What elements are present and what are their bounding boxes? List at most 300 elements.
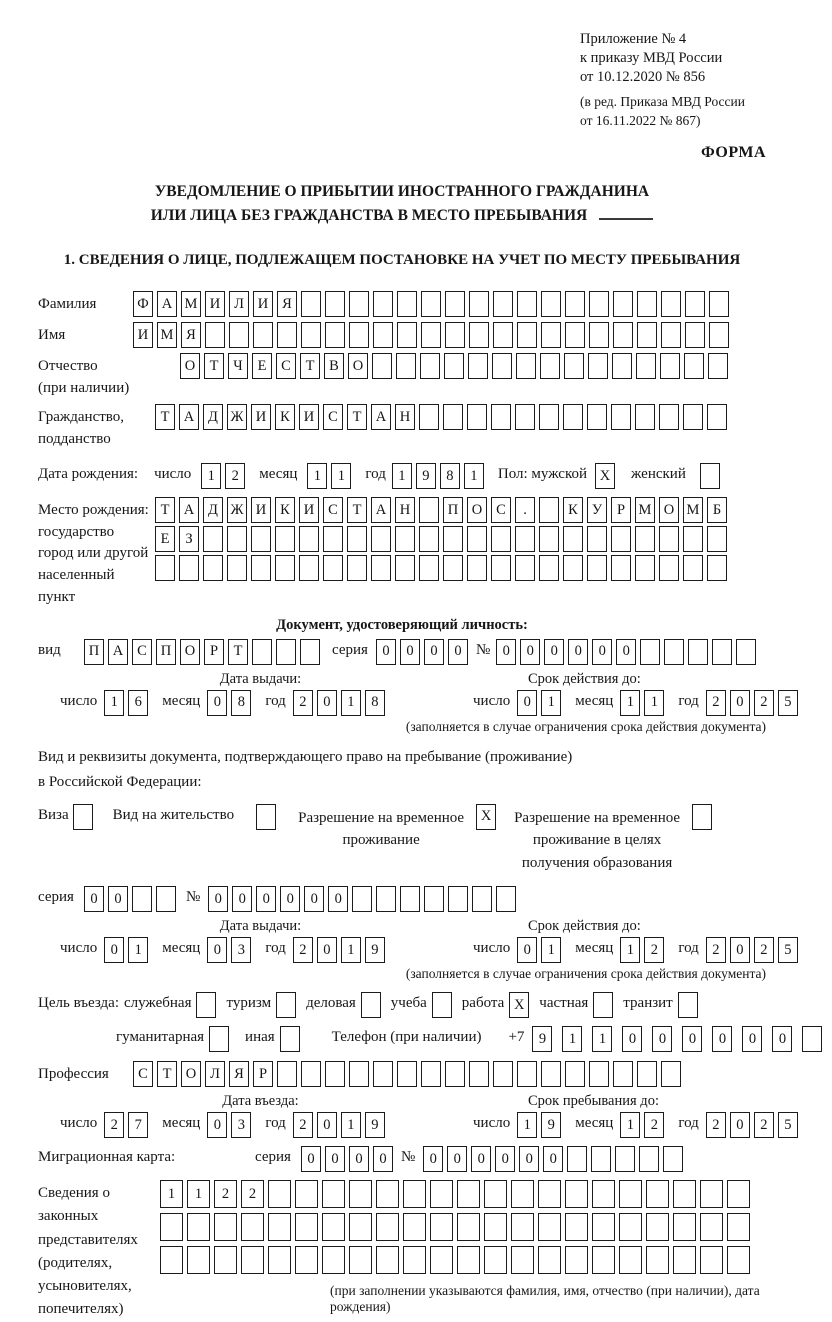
char-box[interactable]: [373, 291, 393, 317]
char-box[interactable]: [251, 526, 271, 552]
char-box[interactable]: 7: [128, 1112, 148, 1138]
char-box[interactable]: 0: [496, 639, 516, 665]
char-box[interactable]: Т: [155, 404, 175, 430]
char-box[interactable]: О: [181, 1061, 201, 1087]
char-box[interactable]: [492, 353, 512, 379]
char-box[interactable]: 2: [754, 937, 774, 963]
char-box[interactable]: 5: [778, 937, 798, 963]
char-box[interactable]: [802, 1026, 822, 1052]
char-box[interactable]: [214, 1213, 237, 1241]
char-box[interactable]: 9: [416, 463, 436, 489]
temp-residence-edu-checkbox[interactable]: [692, 804, 712, 830]
char-box[interactable]: [517, 322, 537, 348]
char-box[interactable]: [323, 555, 343, 581]
char-box[interactable]: 0: [520, 639, 540, 665]
char-box[interactable]: [683, 555, 703, 581]
char-box[interactable]: 0: [325, 1146, 345, 1172]
char-box[interactable]: [592, 1180, 615, 1208]
char-box[interactable]: [155, 555, 175, 581]
purpose-transit-checkbox[interactable]: [678, 992, 698, 1018]
char-box[interactable]: 0: [616, 639, 636, 665]
char-box[interactable]: [214, 1246, 237, 1274]
char-box[interactable]: Д: [203, 497, 223, 523]
char-box[interactable]: 0: [207, 690, 227, 716]
char-box[interactable]: А: [371, 404, 391, 430]
char-box[interactable]: [493, 1061, 513, 1087]
char-box[interactable]: [646, 1213, 669, 1241]
char-box[interactable]: [635, 526, 655, 552]
char-box[interactable]: П: [84, 639, 104, 665]
char-box[interactable]: 2: [293, 937, 313, 963]
char-box[interactable]: [132, 886, 152, 912]
char-box[interactable]: 0: [712, 1026, 732, 1052]
char-box[interactable]: [683, 526, 703, 552]
char-box[interactable]: [635, 555, 655, 581]
char-box[interactable]: [511, 1246, 534, 1274]
char-box[interactable]: [587, 404, 607, 430]
char-box[interactable]: [611, 526, 631, 552]
char-box[interactable]: 2: [644, 1112, 664, 1138]
char-box[interactable]: [445, 322, 465, 348]
char-box[interactable]: [187, 1213, 210, 1241]
char-box[interactable]: [397, 322, 417, 348]
char-box[interactable]: 3: [231, 937, 251, 963]
char-box[interactable]: А: [157, 291, 177, 317]
char-box[interactable]: [659, 404, 679, 430]
char-box[interactable]: 0: [317, 1112, 337, 1138]
char-box[interactable]: 1: [341, 937, 361, 963]
char-box[interactable]: 0: [517, 690, 537, 716]
char-box[interactable]: 1: [128, 937, 148, 963]
char-box[interactable]: [322, 1180, 345, 1208]
char-box[interactable]: [727, 1246, 750, 1274]
char-box[interactable]: Л: [229, 291, 249, 317]
char-box[interactable]: [347, 555, 367, 581]
char-box[interactable]: [707, 404, 727, 430]
char-box[interactable]: 1: [562, 1026, 582, 1052]
char-box[interactable]: [511, 1180, 534, 1208]
char-box[interactable]: [395, 526, 415, 552]
char-box[interactable]: [661, 1061, 681, 1087]
char-box[interactable]: [469, 291, 489, 317]
char-box[interactable]: Р: [204, 639, 224, 665]
char-box[interactable]: 0: [652, 1026, 672, 1052]
char-box[interactable]: [376, 1180, 399, 1208]
char-box[interactable]: С: [323, 497, 343, 523]
char-box[interactable]: Я: [181, 322, 201, 348]
char-box[interactable]: [275, 555, 295, 581]
char-box[interactable]: [563, 526, 583, 552]
char-box[interactable]: [592, 1246, 615, 1274]
char-box[interactable]: И: [133, 322, 153, 348]
char-box[interactable]: М: [157, 322, 177, 348]
char-box[interactable]: [445, 1061, 465, 1087]
char-box[interactable]: [515, 526, 535, 552]
char-box[interactable]: 0: [301, 1146, 321, 1172]
char-box[interactable]: [565, 1180, 588, 1208]
char-box[interactable]: [444, 353, 464, 379]
char-box[interactable]: 2: [706, 1112, 726, 1138]
char-box[interactable]: [203, 526, 223, 552]
purpose-other-checkbox[interactable]: [280, 1026, 300, 1052]
char-box[interactable]: 1: [160, 1180, 183, 1208]
char-box[interactable]: [736, 639, 756, 665]
char-box[interactable]: 0: [447, 1146, 467, 1172]
char-box[interactable]: [517, 1061, 537, 1087]
char-box[interactable]: [472, 886, 492, 912]
char-box[interactable]: И: [251, 497, 271, 523]
char-box[interactable]: [496, 886, 516, 912]
char-box[interactable]: [457, 1180, 480, 1208]
char-box[interactable]: [663, 1146, 683, 1172]
char-box[interactable]: 1: [187, 1180, 210, 1208]
char-box[interactable]: [469, 1061, 489, 1087]
char-box[interactable]: К: [275, 497, 295, 523]
char-box[interactable]: [539, 555, 559, 581]
char-box[interactable]: [619, 1180, 642, 1208]
char-box[interactable]: [268, 1246, 291, 1274]
char-box[interactable]: [467, 526, 487, 552]
char-box[interactable]: [156, 886, 176, 912]
char-box[interactable]: 0: [495, 1146, 515, 1172]
char-box[interactable]: [468, 353, 488, 379]
char-box[interactable]: 8: [231, 690, 251, 716]
char-box[interactable]: [539, 497, 559, 523]
char-box[interactable]: [592, 1213, 615, 1241]
char-box[interactable]: 0: [742, 1026, 762, 1052]
purpose-official-checkbox[interactable]: [196, 992, 216, 1018]
char-box[interactable]: И: [299, 404, 319, 430]
char-box[interactable]: [673, 1180, 696, 1208]
char-box[interactable]: 0: [423, 1146, 443, 1172]
char-box[interactable]: Е: [252, 353, 272, 379]
char-box[interactable]: [419, 526, 439, 552]
char-box[interactable]: [376, 886, 396, 912]
char-box[interactable]: [611, 404, 631, 430]
char-box[interactable]: 0: [471, 1146, 491, 1172]
char-box[interactable]: 9: [365, 1112, 385, 1138]
char-box[interactable]: А: [179, 497, 199, 523]
char-box[interactable]: [323, 526, 343, 552]
char-box[interactable]: 1: [620, 690, 640, 716]
char-box[interactable]: 0: [517, 937, 537, 963]
char-box[interactable]: [203, 555, 223, 581]
char-box[interactable]: [565, 1213, 588, 1241]
char-box[interactable]: [511, 1213, 534, 1241]
char-box[interactable]: 0: [376, 639, 396, 665]
char-box[interactable]: 5: [778, 690, 798, 716]
char-box[interactable]: 1: [392, 463, 412, 489]
char-box[interactable]: Т: [155, 497, 175, 523]
char-box[interactable]: К: [563, 497, 583, 523]
char-box[interactable]: [646, 1180, 669, 1208]
char-box[interactable]: Р: [253, 1061, 273, 1087]
char-box[interactable]: 9: [541, 1112, 561, 1138]
char-box[interactable]: [611, 555, 631, 581]
char-box[interactable]: 0: [448, 639, 468, 665]
char-box[interactable]: [685, 322, 705, 348]
char-box[interactable]: [372, 353, 392, 379]
char-box[interactable]: [615, 1146, 635, 1172]
char-box[interactable]: 0: [328, 886, 348, 912]
char-box[interactable]: [517, 291, 537, 317]
char-box[interactable]: И: [251, 404, 271, 430]
char-box[interactable]: [457, 1213, 480, 1241]
char-box[interactable]: С: [276, 353, 296, 379]
char-box[interactable]: [430, 1213, 453, 1241]
char-box[interactable]: 0: [592, 639, 612, 665]
char-box[interactable]: [252, 639, 272, 665]
char-box[interactable]: [635, 404, 655, 430]
char-box[interactable]: [295, 1180, 318, 1208]
char-box[interactable]: [376, 1213, 399, 1241]
char-box[interactable]: [538, 1213, 561, 1241]
char-box[interactable]: 0: [400, 639, 420, 665]
char-box[interactable]: [565, 1246, 588, 1274]
char-box[interactable]: [421, 322, 441, 348]
char-box[interactable]: [564, 353, 584, 379]
char-box[interactable]: [707, 555, 727, 581]
char-box[interactable]: М: [635, 497, 655, 523]
char-box[interactable]: Д: [203, 404, 223, 430]
char-box[interactable]: [491, 404, 511, 430]
char-box[interactable]: [301, 1061, 321, 1087]
char-box[interactable]: [563, 404, 583, 430]
char-box[interactable]: [646, 1246, 669, 1274]
char-box[interactable]: [420, 353, 440, 379]
char-box[interactable]: [515, 555, 535, 581]
char-box[interactable]: [322, 1246, 345, 1274]
char-box[interactable]: [700, 1213, 723, 1241]
char-box[interactable]: [613, 322, 633, 348]
char-box[interactable]: [430, 1246, 453, 1274]
char-box[interactable]: 0: [772, 1026, 792, 1052]
char-box[interactable]: [709, 291, 729, 317]
char-box[interactable]: Ж: [227, 497, 247, 523]
char-box[interactable]: [613, 1061, 633, 1087]
char-box[interactable]: [268, 1213, 291, 1241]
char-box[interactable]: 0: [424, 639, 444, 665]
char-box[interactable]: В: [324, 353, 344, 379]
char-box[interactable]: [253, 322, 273, 348]
char-box[interactable]: [325, 1061, 345, 1087]
char-box[interactable]: 1: [201, 463, 221, 489]
char-box[interactable]: [179, 555, 199, 581]
char-box[interactable]: [637, 322, 657, 348]
male-checkbox[interactable]: X: [595, 463, 615, 489]
char-box[interactable]: 2: [754, 690, 774, 716]
char-box[interactable]: [347, 526, 367, 552]
char-box[interactable]: 1: [341, 690, 361, 716]
char-box[interactable]: [708, 353, 728, 379]
char-box[interactable]: 2: [706, 937, 726, 963]
char-box[interactable]: [619, 1213, 642, 1241]
char-box[interactable]: [637, 291, 657, 317]
char-box[interactable]: 8: [365, 690, 385, 716]
char-box[interactable]: 1: [541, 690, 561, 716]
char-box[interactable]: П: [156, 639, 176, 665]
char-box[interactable]: А: [179, 404, 199, 430]
char-box[interactable]: [688, 639, 708, 665]
char-box[interactable]: Ж: [227, 404, 247, 430]
char-box[interactable]: [251, 555, 271, 581]
char-box[interactable]: [352, 886, 372, 912]
char-box[interactable]: 0: [207, 937, 227, 963]
char-box[interactable]: 0: [232, 886, 252, 912]
char-box[interactable]: 2: [754, 1112, 774, 1138]
char-box[interactable]: И: [299, 497, 319, 523]
char-box[interactable]: 2: [644, 937, 664, 963]
char-box[interactable]: 0: [304, 886, 324, 912]
char-box[interactable]: [538, 1246, 561, 1274]
char-box[interactable]: [419, 497, 439, 523]
char-box[interactable]: 0: [622, 1026, 642, 1052]
char-box[interactable]: [589, 1061, 609, 1087]
char-box[interactable]: 1: [464, 463, 484, 489]
char-box[interactable]: [700, 1246, 723, 1274]
char-box[interactable]: [589, 322, 609, 348]
char-box[interactable]: М: [181, 291, 201, 317]
char-box[interactable]: [491, 526, 511, 552]
char-box[interactable]: С: [133, 1061, 153, 1087]
char-box[interactable]: [349, 322, 369, 348]
char-box[interactable]: 2: [706, 690, 726, 716]
char-box[interactable]: Ч: [228, 353, 248, 379]
char-box[interactable]: С: [132, 639, 152, 665]
char-box[interactable]: [227, 526, 247, 552]
char-box[interactable]: [395, 555, 415, 581]
char-box[interactable]: [493, 322, 513, 348]
char-box[interactable]: 0: [373, 1146, 393, 1172]
char-box[interactable]: 1: [331, 463, 351, 489]
char-box[interactable]: [403, 1180, 426, 1208]
char-box[interactable]: О: [180, 639, 200, 665]
char-box[interactable]: [588, 353, 608, 379]
char-box[interactable]: С: [491, 497, 511, 523]
char-box[interactable]: Б: [707, 497, 727, 523]
char-box[interactable]: З: [179, 526, 199, 552]
char-box[interactable]: [685, 291, 705, 317]
char-box[interactable]: [727, 1180, 750, 1208]
char-box[interactable]: [443, 404, 463, 430]
char-box[interactable]: [301, 291, 321, 317]
char-box[interactable]: [421, 291, 441, 317]
char-box[interactable]: О: [467, 497, 487, 523]
char-box[interactable]: 1: [592, 1026, 612, 1052]
char-box[interactable]: [457, 1246, 480, 1274]
char-box[interactable]: 2: [241, 1180, 264, 1208]
purpose-business-checkbox[interactable]: [361, 992, 381, 1018]
char-box[interactable]: 8: [440, 463, 460, 489]
char-box[interactable]: [268, 1180, 291, 1208]
char-box[interactable]: [295, 1246, 318, 1274]
char-box[interactable]: [619, 1246, 642, 1274]
char-box[interactable]: [349, 1246, 372, 1274]
char-box[interactable]: О: [659, 497, 679, 523]
char-box[interactable]: [373, 322, 393, 348]
char-box[interactable]: [467, 555, 487, 581]
char-box[interactable]: [541, 322, 561, 348]
char-box[interactable]: 3: [231, 1112, 251, 1138]
char-box[interactable]: 1: [620, 1112, 640, 1138]
char-box[interactable]: 1: [307, 463, 327, 489]
char-box[interactable]: 0: [544, 639, 564, 665]
purpose-humanitarian-checkbox[interactable]: [209, 1026, 229, 1052]
visa-checkbox[interactable]: [73, 804, 93, 830]
char-box[interactable]: [419, 555, 439, 581]
char-box[interactable]: 0: [730, 937, 750, 963]
char-box[interactable]: [565, 322, 585, 348]
char-box[interactable]: [277, 1061, 297, 1087]
char-box[interactable]: [301, 322, 321, 348]
char-box[interactable]: [295, 1213, 318, 1241]
char-box[interactable]: [700, 1180, 723, 1208]
char-box[interactable]: Т: [228, 639, 248, 665]
char-box[interactable]: [397, 1061, 417, 1087]
char-box[interactable]: [299, 555, 319, 581]
char-box[interactable]: [396, 353, 416, 379]
char-box[interactable]: Ф: [133, 291, 153, 317]
char-box[interactable]: П: [443, 497, 463, 523]
char-box[interactable]: [661, 291, 681, 317]
char-box[interactable]: Т: [204, 353, 224, 379]
char-box[interactable]: 0: [317, 937, 337, 963]
char-box[interactable]: [491, 555, 511, 581]
char-box[interactable]: 1: [644, 690, 664, 716]
purpose-work-checkbox[interactable]: X: [509, 992, 529, 1018]
char-box[interactable]: [613, 291, 633, 317]
char-box[interactable]: М: [683, 497, 703, 523]
char-box[interactable]: 1: [517, 1112, 537, 1138]
char-box[interactable]: [373, 1061, 393, 1087]
char-box[interactable]: 0: [568, 639, 588, 665]
char-box[interactable]: [325, 322, 345, 348]
char-box[interactable]: [664, 639, 684, 665]
char-box[interactable]: [300, 639, 320, 665]
char-box[interactable]: [565, 1061, 585, 1087]
char-box[interactable]: К: [275, 404, 295, 430]
char-box[interactable]: 1: [341, 1112, 361, 1138]
char-box[interactable]: [516, 353, 536, 379]
char-box[interactable]: [349, 291, 369, 317]
char-box[interactable]: Т: [300, 353, 320, 379]
char-box[interactable]: [540, 353, 560, 379]
char-box[interactable]: А: [371, 497, 391, 523]
purpose-study-checkbox[interactable]: [432, 992, 452, 1018]
char-box[interactable]: [376, 1246, 399, 1274]
char-box[interactable]: [684, 353, 704, 379]
char-box[interactable]: [589, 291, 609, 317]
char-box[interactable]: [673, 1213, 696, 1241]
residence-permit-checkbox[interactable]: [256, 804, 276, 830]
char-box[interactable]: [299, 526, 319, 552]
char-box[interactable]: .: [515, 497, 535, 523]
char-box[interactable]: [469, 322, 489, 348]
char-box[interactable]: [538, 1180, 561, 1208]
char-box[interactable]: 0: [208, 886, 228, 912]
char-box[interactable]: [443, 555, 463, 581]
char-box[interactable]: Л: [205, 1061, 225, 1087]
char-box[interactable]: Н: [395, 404, 415, 430]
char-box[interactable]: Я: [229, 1061, 249, 1087]
char-box[interactable]: [707, 526, 727, 552]
char-box[interactable]: 0: [730, 1112, 750, 1138]
char-box[interactable]: Я: [277, 291, 297, 317]
char-box[interactable]: [541, 1061, 561, 1087]
char-box[interactable]: [587, 526, 607, 552]
char-box[interactable]: 2: [293, 690, 313, 716]
char-box[interactable]: [673, 1246, 696, 1274]
